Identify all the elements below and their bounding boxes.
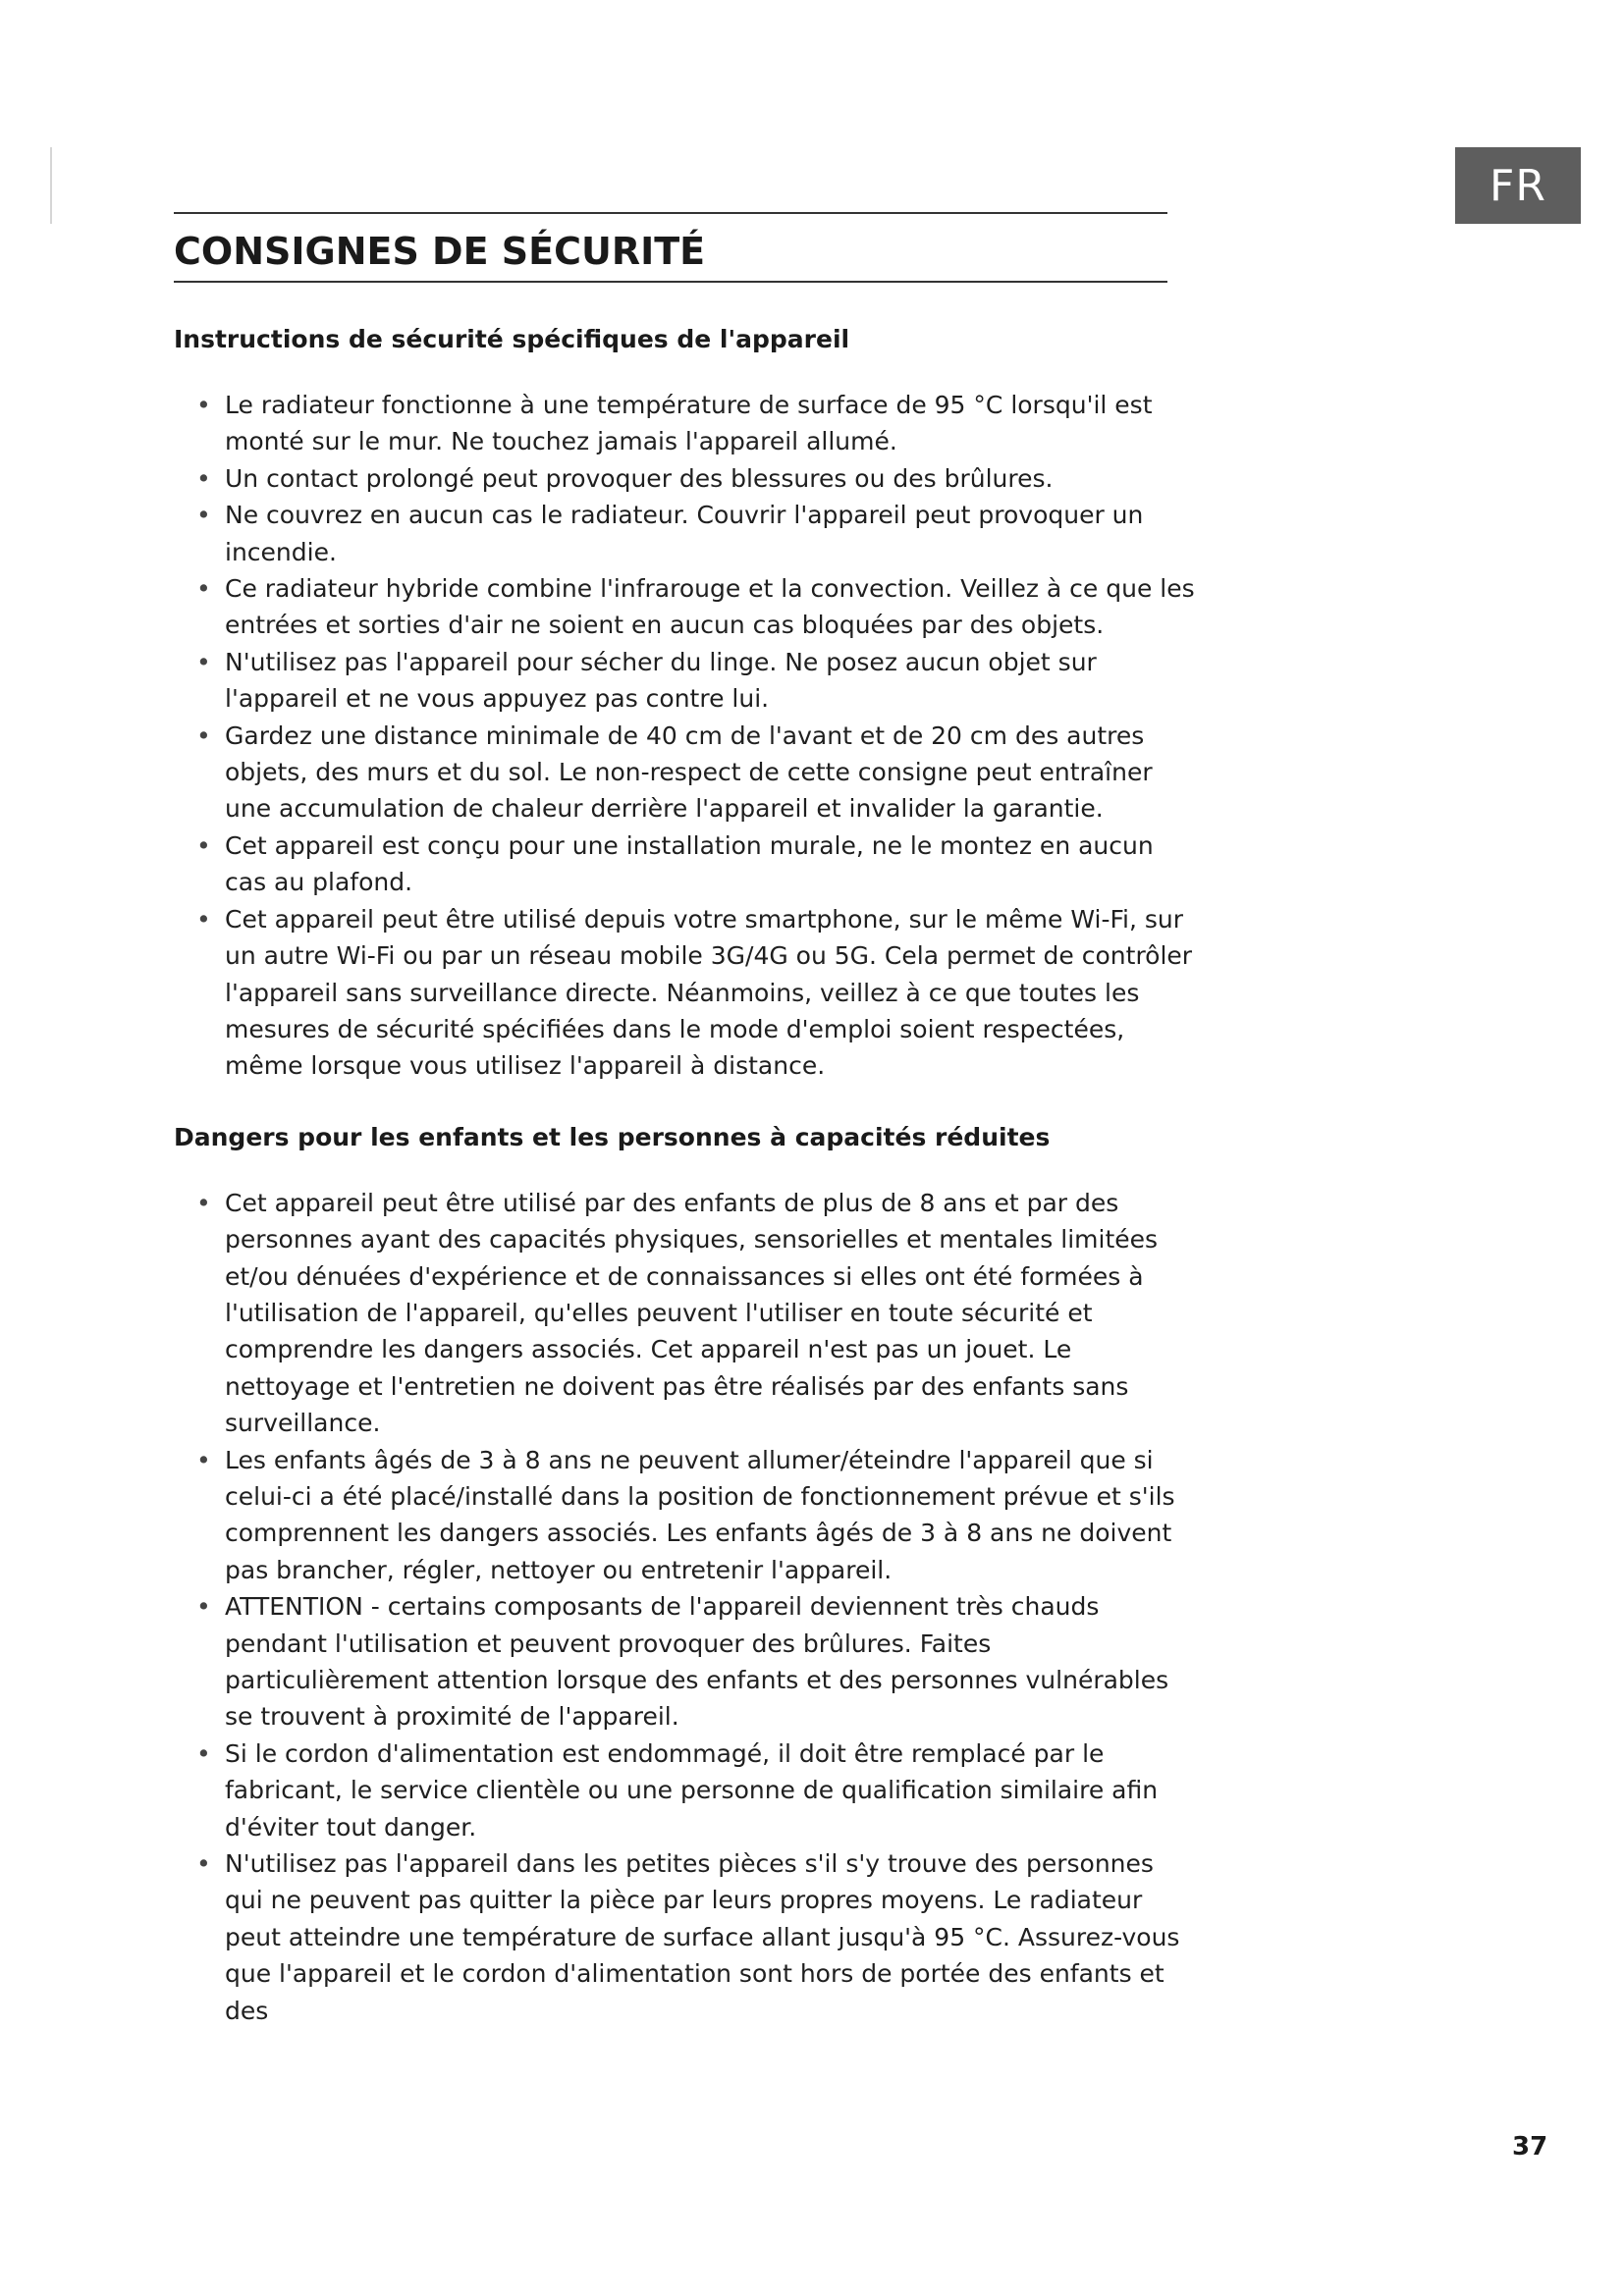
section-children-dangers xyxy=(174,1118,1195,2029)
list-item xyxy=(174,1588,1195,1735)
margin-marker xyxy=(50,147,52,224)
bullet-icon: • xyxy=(196,904,211,934)
document-body xyxy=(174,320,1195,2029)
list-item-text: Les enfants âgés de 3 à 8 ans ne peuvent allumer/éteindre l'appareil que si celui-ci a été placé/installé dans la position de fonctionnement prévue et s'ils comprennent les dangers associés. Les enfants âgés de 3 à 8 ans ne doivent pas brancher, régler, nettoyer ou entretenir l'appareil. xyxy=(225,1445,1175,1584)
list-item xyxy=(174,901,1195,1085)
list-item-text: Gardez une distance minimale de 40 cm de l'avant et de 20 cm des autres objets, des murs et du sol. Le non-respect de cette consigne peut entraîner une accumulation de chaleur derrière l'appareil et invalider la garantie. xyxy=(225,721,1153,824)
list-item xyxy=(174,1442,1195,1589)
bullet-icon: • xyxy=(196,1188,211,1217)
bullet-list xyxy=(174,387,1195,1085)
bullet-list xyxy=(174,1185,1195,2029)
bullet-icon: • xyxy=(196,1849,211,1879)
bullet-icon: • xyxy=(196,1445,211,1474)
bullet-icon: • xyxy=(196,1592,211,1622)
list-item-text: Le radiateur fonctionne à une température de surface de 95 °C lorsqu'il est monté sur le mur. Ne touchez jamais l'appareil allumé. xyxy=(225,391,1153,456)
section-appliance-safety xyxy=(174,320,1195,1085)
page-title: CONSIGNES DE SÉCURITÉ xyxy=(174,230,706,273)
bullet-icon: • xyxy=(196,501,211,530)
title-rule-top xyxy=(174,212,1167,214)
language-tab: FR xyxy=(1455,147,1581,224)
list-item xyxy=(174,644,1195,718)
list-item-text: Ne couvrez en aucun cas le radiateur. Couvrir l'appareil peut provoquer un incendie. xyxy=(225,501,1144,566)
bullet-icon: • xyxy=(196,721,211,750)
list-item xyxy=(174,497,1195,570)
bullet-icon: • xyxy=(196,830,211,860)
list-item-text: N'utilisez pas l'appareil dans les petites pièces s'il s'y trouve des personnes qui ne peuvent pas quitter la pièce par leurs propres moyens. Le radiateur peut atteindre une température de surface allant jusqu'à 95 °C. Assurez-vous que l'appareil et le cordon d'alimentation sont hors de portée des enfants et des xyxy=(225,1849,1180,2025)
list-item xyxy=(174,460,1195,497)
bullet-icon: • xyxy=(196,391,211,419)
list-item-text: Un contact prolongé peut provoquer des blessures ou des brûlures. xyxy=(225,463,1054,493)
section-heading: Instructions de sécurité spécifiques de l'appareil xyxy=(174,325,850,353)
list-item-text: Cet appareil peut être utilisé depuis votre smartphone, sur le même Wi-Fi, sur un autre Wi-Fi ou par un réseau mobile 3G/4G ou 5G. Cela permet de contrôler l'appareil sans surveillance directe. Néanmoins, veillez à ce que toutes les mesures de sécurité spécifiées dans le mode d'emploi soient respectées, même lorsque vous utilisez l'appareil à distance. xyxy=(225,904,1193,1081)
bullet-icon: • xyxy=(196,1738,211,1768)
bullet-icon: • xyxy=(196,574,211,604)
list-item xyxy=(174,570,1195,644)
bullet-icon: • xyxy=(196,647,211,676)
list-item-text: Ce radiateur hybride combine l'infrarouge et la convection. Veillez à ce que les entrées et sorties d'air ne soient en aucun cas bloquées par des objets. xyxy=(225,574,1195,640)
list-item-text: ATTENTION - certains composants de l'appareil deviennent très chauds pendant l'utilisation et peuvent provoquer des brûlures. Faites particulièrement attention lorsque des enfants et des personnes vulnérables se trouvent à proximité de l'appareil. xyxy=(225,1592,1169,1732)
list-item-text: N'utilisez pas l'appareil pour sécher du linge. Ne posez aucun objet sur l'appareil et ne vous appuyez pas contre lui. xyxy=(225,647,1097,714)
title-rule-bottom xyxy=(174,281,1167,283)
bullet-icon: • xyxy=(196,463,211,493)
list-item xyxy=(174,387,1195,460)
list-item xyxy=(174,718,1195,828)
list-item xyxy=(174,1845,1195,2029)
list-item-text: Si le cordon d'alimentation est endommagé, il doit être remplacé par le fabricant, le service clientèle ou une personne de qualification similaire afin d'éviter tout danger. xyxy=(225,1738,1159,1842)
list-item-text: Cet appareil peut être utilisé par des enfants de plus de 8 ans et par des personnes ayant des capacités physiques, sensorielles et mentales limitées et/ou dénuées d'expérience et de connaissances si elles ont été formées à l'utilisation de l'appareil, qu'elles peuvent l'utiliser en toute sécurité et comprendre les dangers associés. Cet appareil n'est pas un jouet. Le nettoyage et l'entretien ne doivent pas être réalisés par des enfants sans surveillance. xyxy=(225,1188,1159,1438)
list-item xyxy=(174,828,1195,901)
list-item-text: Cet appareil est conçu pour une installation murale, ne le montez en aucun cas au plafond. xyxy=(225,830,1154,897)
page-number: 37 xyxy=(1512,2132,1548,2162)
section-heading: Dangers pour les enfants et les personnes à capacités réduites xyxy=(174,1122,1051,1151)
list-item xyxy=(174,1185,1195,1442)
list-item xyxy=(174,1735,1195,1845)
